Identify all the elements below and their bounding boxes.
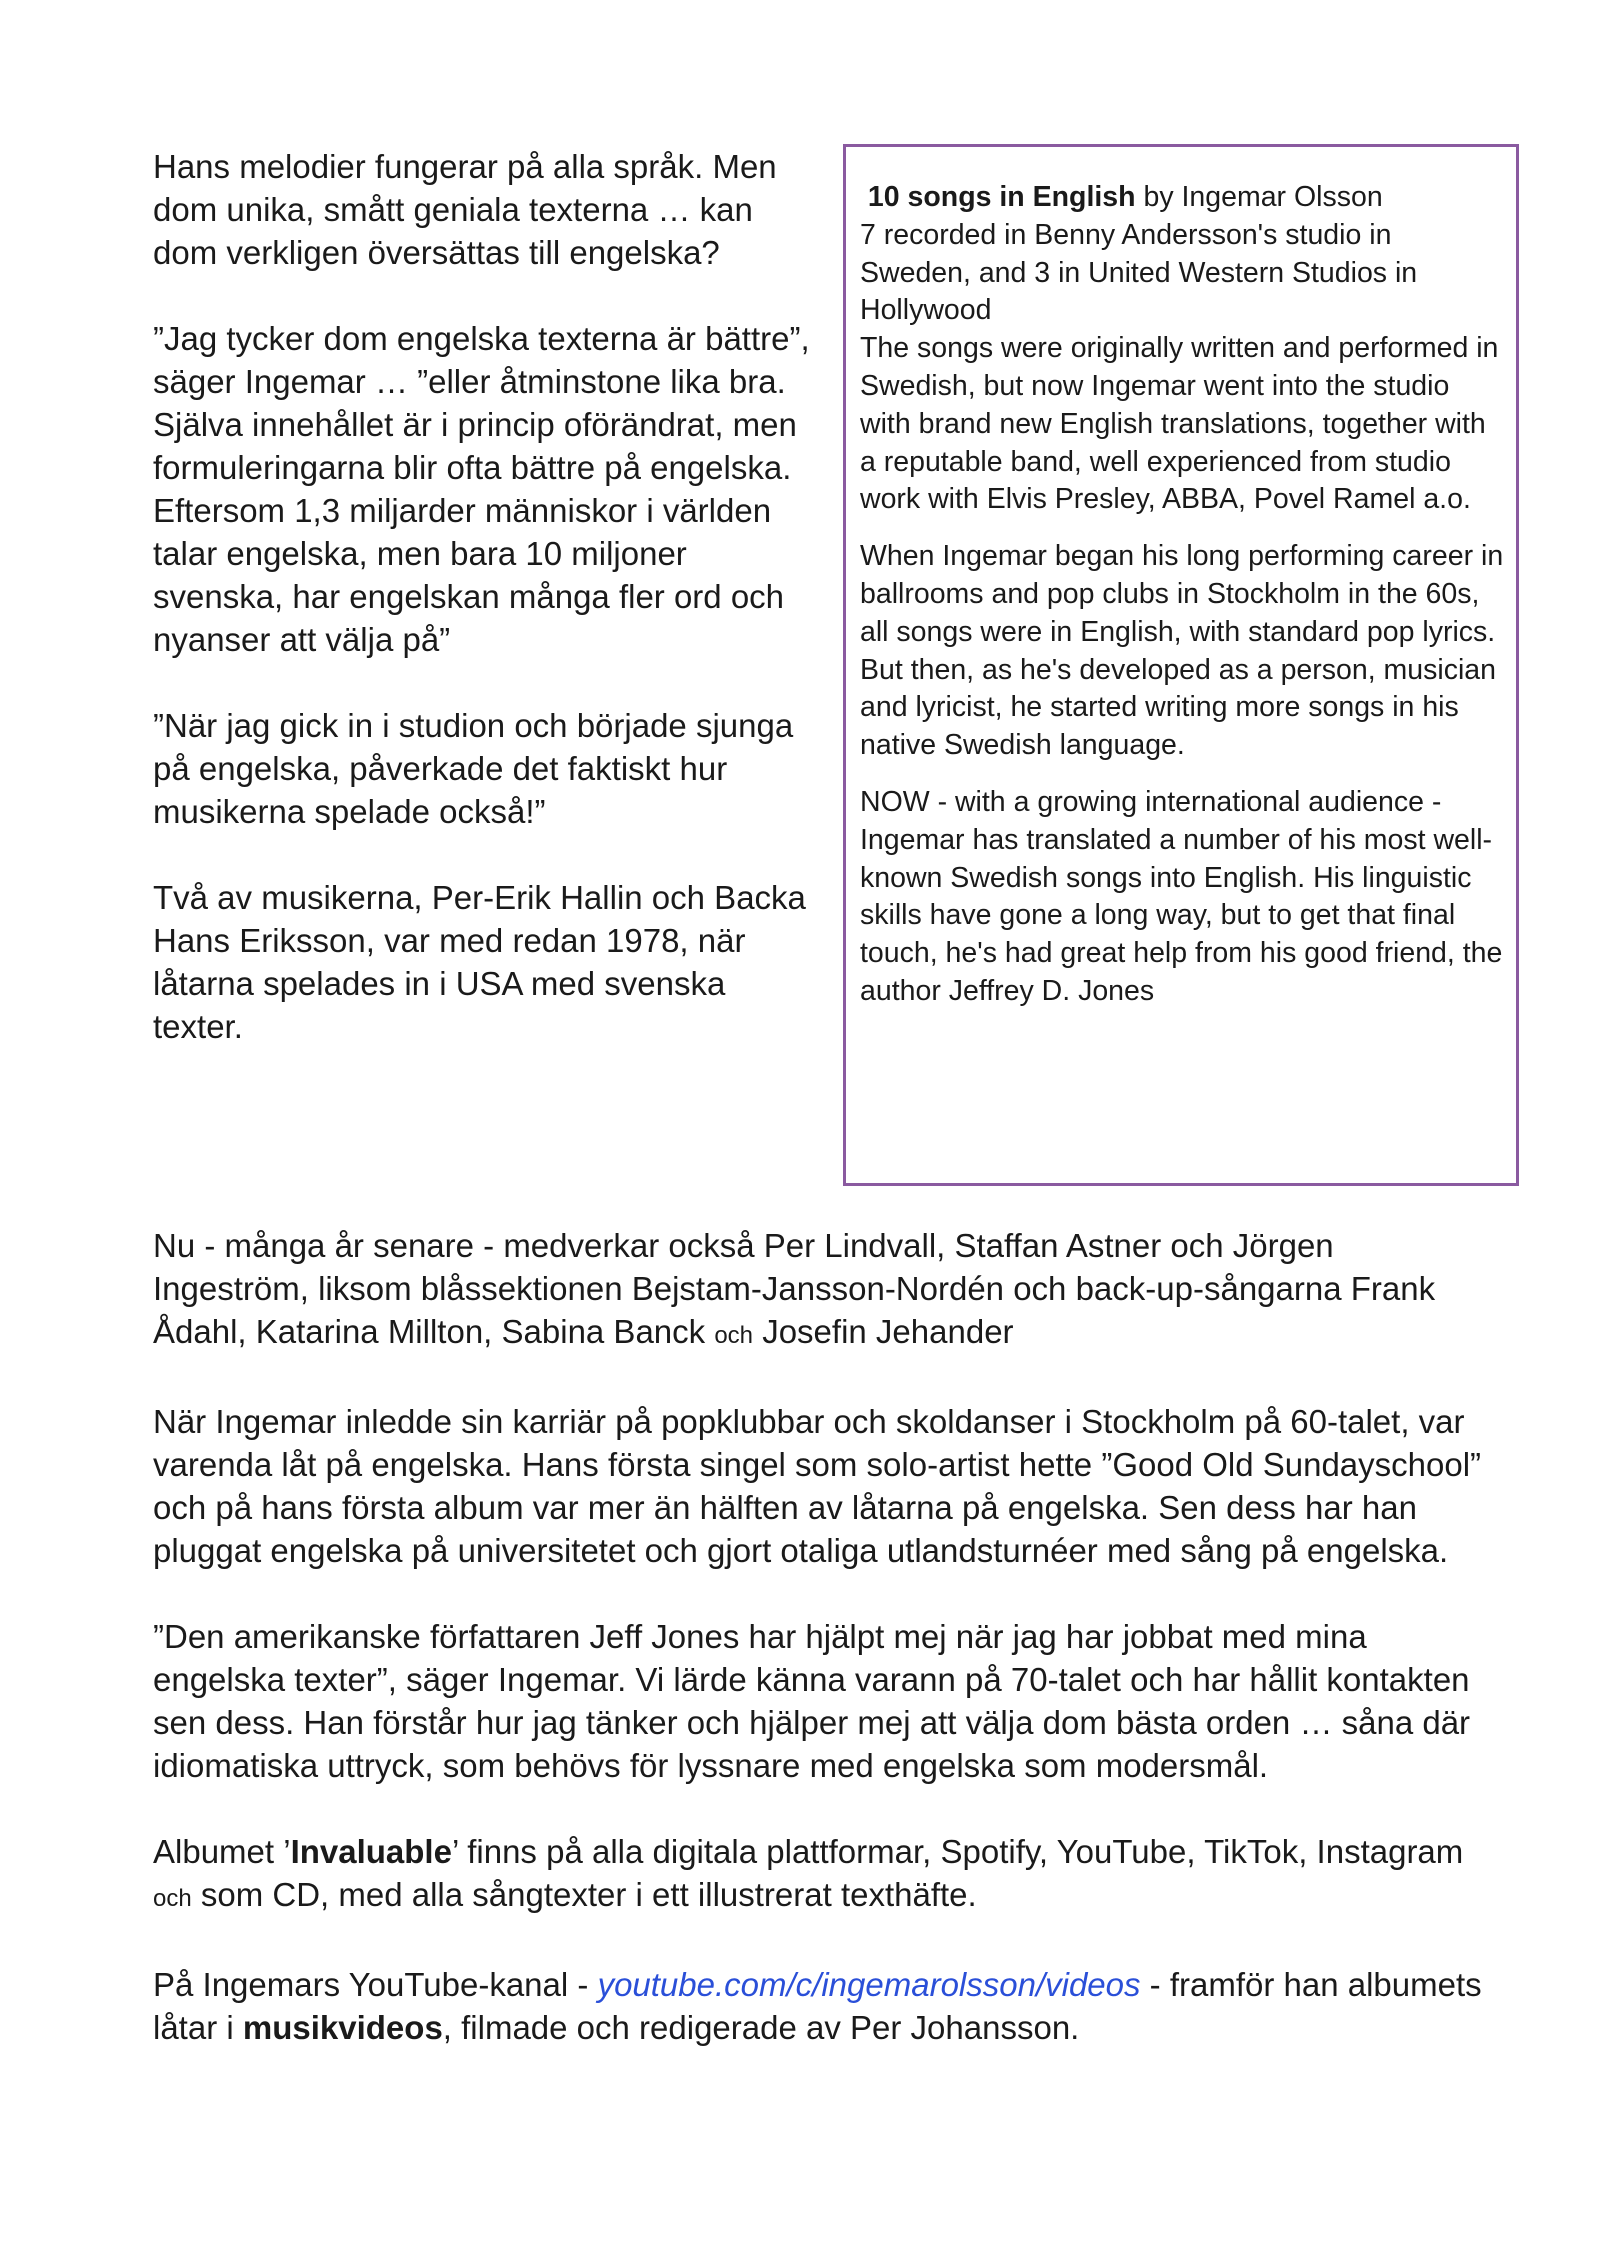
info-box-heading-rest: by Ingemar Olsson <box>1135 181 1383 213</box>
album-text-end: som CD, med alla sångtexter i ett illustrerat texthäfte. <box>191 1876 977 1913</box>
info-box <box>843 144 1519 1186</box>
band-paragraph <box>153 1224 1483 1357</box>
band-text-end: Josefin Jehander <box>753 1313 1014 1350</box>
info-box-paragraph-1 <box>860 179 1506 519</box>
left-column <box>153 145 813 1091</box>
info-box-heading: 10 songs in English <box>867 181 1136 213</box>
youtube-text: På Ingemars YouTube-kanal - <box>153 1966 598 2003</box>
band-text: Nu - många år senare - medverkar också Per Lindvall, Staffan Astner och Jörgen Ingeström, liksom blåssektionen Bejstam-Jansson-Nordén och back-up-sångarna Frank Ådahl, Katarina Millton, Sabina Banck <box>153 1227 1436 1350</box>
jeff-jones-paragraph: ”Den amerikanske författaren Jeff Jones har hjälpt mej när jag har jobbat med mina engelska texter”, säger Ingemar. Vi lärde känna varann på 70-talet och har hållit kontakten sen dess. Han förstår hur jag tänker och hjälper mej att välja dom bästa orden … såna där idiomatiska uttryck, som behövs för lyssnare med engelska som modersmål. <box>153 1618 1471 1784</box>
studio-quote-paragraph: ”När jag gick in i studion och började sjunga på engelska, påverkade det faktiskt hur musikerna spelade också!” <box>153 707 794 830</box>
career-paragraph: När Ingemar inledde sin karriär på popklubbar och skoldanser i Stockholm på 60-talet, var varenda låt på engelska. Hans första singel som solo-artist hette ”Good Old Sundayschool” och på hans första album var mer än hälften av låtarna på engelska. Sen dess har han pluggat engelska på universitetet och gjort otaliga utlandsturnéer med sång på engelska. <box>153 1403 1482 1569</box>
bottom-section <box>153 1224 1483 2092</box>
musikvideos-bold: musikvideos <box>242 2009 443 2046</box>
album-text: Albumet ’ <box>153 1833 291 1870</box>
info-box-recording-text: 7 recorded in Benny Andersson's studio in Sweden, and 3 in United Western Studios in Hollywood <box>860 218 1418 327</box>
album-platforms-text: ’ finns på alla digitala plattformar, Spotify, YouTube, TikTok, Instagram <box>451 1833 1464 1870</box>
info-box-translation-text: The songs were originally written and performed in Swedish, but now Ingemar went into the studio with brand new English translations, together with a reputable band, well experienced from studio work with Elvis Presley, ABBA, Povel Ramel a.o. <box>860 332 1499 516</box>
musicians-paragraph: Två av musikerna, Per-Erik Hallin och Backa Hans Eriksson, var med redan 1978, när låtarna spelades in i USA med svenska texter. <box>153 879 806 1045</box>
info-box-development-text: But then, as he's developed as a person, musician and lyricist, he started writing more songs in his native Swedish language. <box>860 653 1497 762</box>
info-box-career-text: When Ingemar began his long performing career in ballrooms and pop clubs in Stockholm in the 60s, all songs were in English, with standard pop lyrics. <box>860 540 1504 648</box>
band-och-small: och <box>714 1322 754 1349</box>
quote-paragraph: ”Jag tycker dom engelska texterna är bättre”, säger Ingemar … ”eller åtminstone lika bra. Själva innehållet är i princip oförändrat, men formuleringarna blir ofta bättre på engelska. Eftersom 1,3 miljarder människor i världen talar engelska, men bara 10 miljoner svenska, har engelskan många fler ord och nyanser att välja på” <box>153 320 810 658</box>
album-paragraph <box>153 1830 1483 1920</box>
album-title: Invaluable <box>290 1833 452 1870</box>
info-box-paragraph-3: NOW - with a growing international audience - Ingemar has translated a number of his most well-known Swedish songs into English. His linguistic skills have gone a long way, but to get that final touch, he's had great help from his good friend, the author Jeffrey D. Jones <box>860 785 1503 1007</box>
album-och-small: och <box>153 1885 192 1912</box>
youtube-text-middle: - framför han albumets låtar i <box>153 1966 1482 2046</box>
info-box-paragraph-2 <box>860 538 1506 765</box>
youtube-paragraph <box>153 1963 1483 2049</box>
intro-paragraph: Hans melodier fungerar på alla språk. Men dom unika, smått geniala texterna … kan dom verkligen översättas till engelska? <box>153 148 777 271</box>
youtube-text-end: , filmade och redigerade av Per Johansson. <box>442 2009 1080 2046</box>
youtube-link[interactable]: youtube.com/c/ingemarolsson/videos <box>597 1966 1141 2003</box>
